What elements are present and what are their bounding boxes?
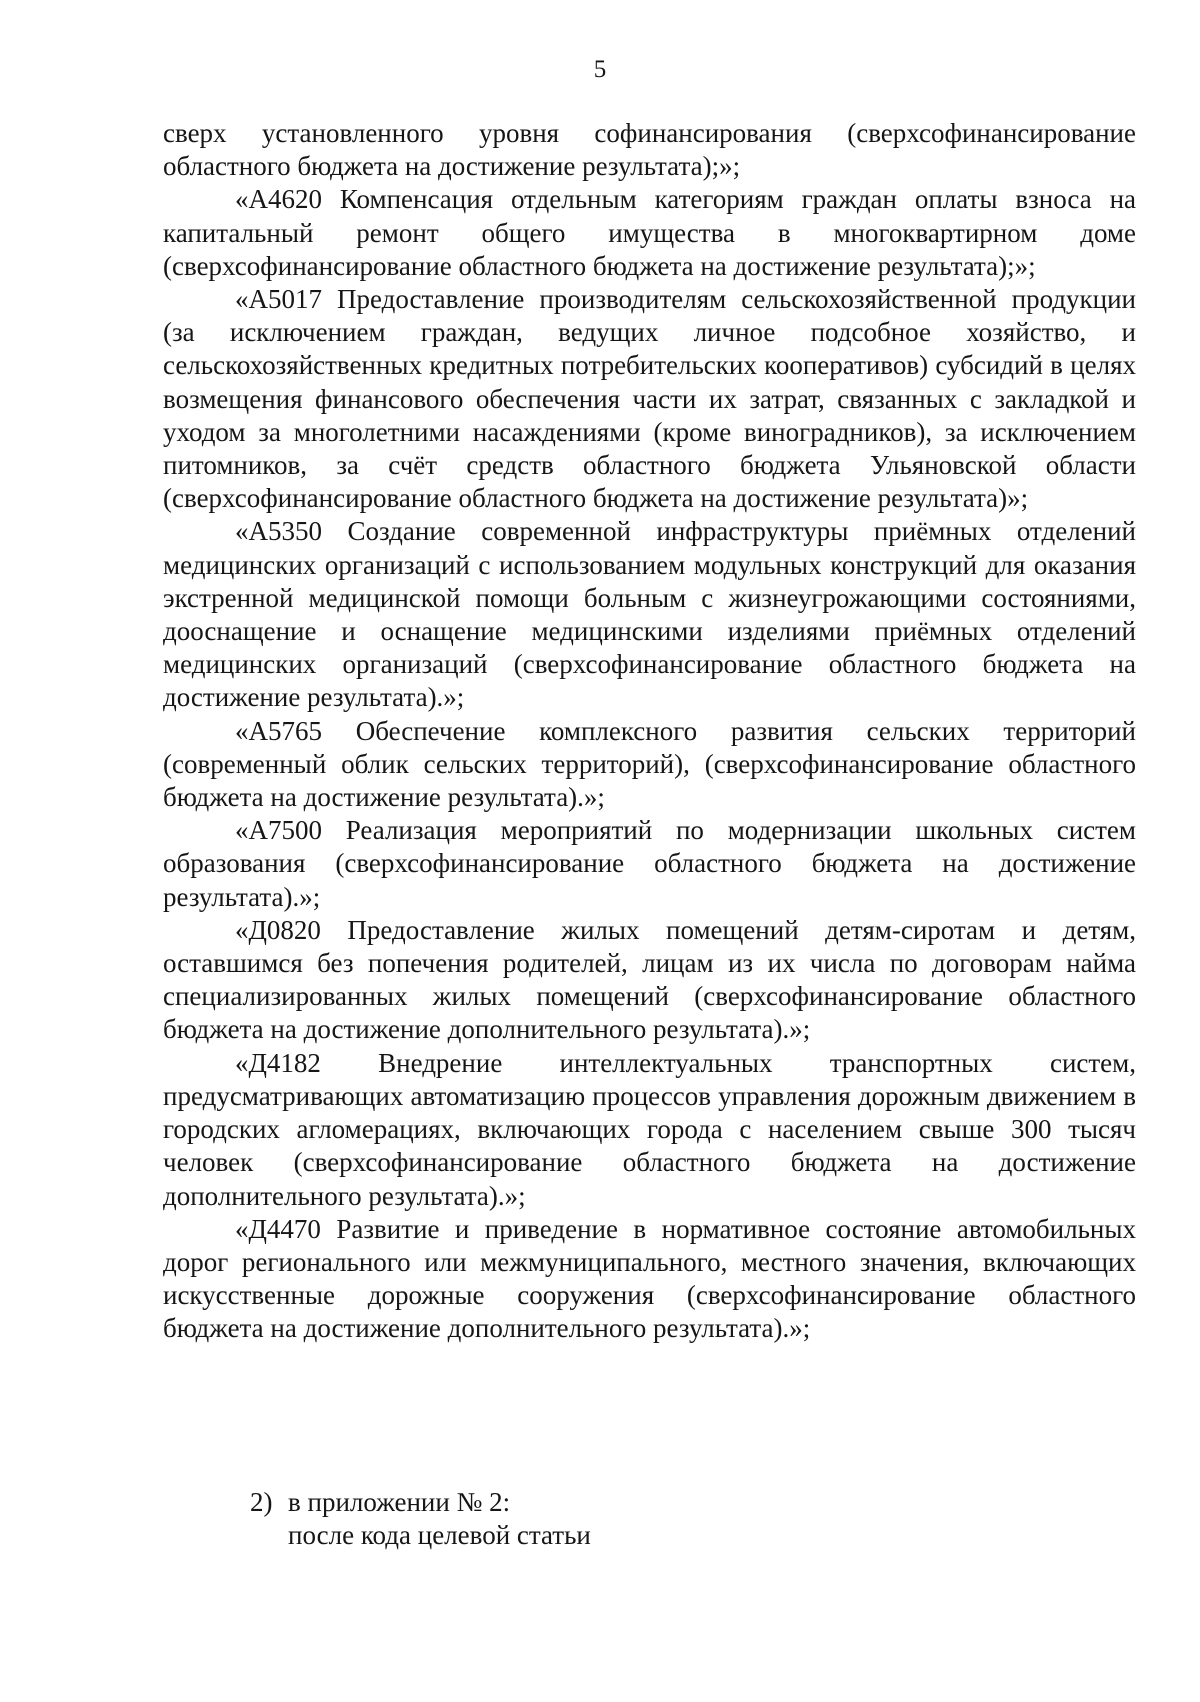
paragraph-d4182: «Д4182 Внедрение интеллектуальных транспортных систем, предусматривающих автоматизацию процессов управления дорожным движением в городских агломерациях, включающих города с населением свыше 300 тысяч человек (сверхсофинансирование областного бюджета на достижение дополнительного результата).»; <box>163 1047 1136 1211</box>
list-marker: 2) <box>250 1487 273 1517</box>
paragraph-continuation: сверх установленного уровня софинансирования (сверхсофинансирование областного бюджета на достижение результата);»; <box>163 118 1136 182</box>
paragraph-a7500: «А7500 Реализация мероприятий по модернизации школьных систем образования (сверхсофинансирование областного бюджета на достижение результата).»; <box>163 815 1136 912</box>
list-item-text: в приложении № 2: <box>288 1487 511 1517</box>
paragraph-d4470: «Д4470 Развитие и приведение в нормативное состояние автомобильных дорог регионального или межмуниципального, местного значения, включающих искусственные дорожные сооружения (сверхсофинансирование областного бюджета на достижение дополнительного результата).»; <box>163 1213 1136 1344</box>
document-body <box>163 117 1136 1346</box>
list-item-continuation: после кода целевой статьи <box>288 1520 591 1551</box>
numbered-list <box>250 1486 1050 1552</box>
paragraph-a5017: «А5017 Предоставление производителям сельскохозяйственной продукции (за исключением граждан, ведущих личное подсобное хозяйство, и сельскохозяйственных кредитных потребительских кооперативов) субсидий в целях возмещения финансового обеспечения части их затрат, связанных с закладкой и уходом за многолетними насаждениями (кроме виноградников), за исключением питомников, за счёт средств областного бюджета Ульяновской области (сверхсофинансирование областного бюджета на достижение результата)»; <box>163 284 1136 514</box>
paragraph-d0820: «Д0820 Предоставление жилых помещений детям-сиротам и детям, оставшимся без попечения родителей, лицам из их числа по договорам найма специализированных жилых помещений (сверхсофинансирование областного бюджета на достижение дополнительного результата).»; <box>163 914 1136 1045</box>
paragraph-a5350: «А5350 Создание современной инфраструктуры приёмных отделений медицинских организаций с использованием модульных конструкций для оказания экстренной медицинской помощи больным с жизнеугрожающими состояниями, дооснащение и оснащение медицинскими изделиями приёмных отделений медицинских организаций (сверхсофинансирование областного бюджета на достижение результата).»; <box>163 516 1136 713</box>
list-item <box>250 1486 1050 1519</box>
paragraph-a4620: «А4620 Компенсация отдельным категориям граждан оплаты взноса на капитальный ремонт общего имущества в многоквартирном доме (сверхсофинансирование областного бюджета на достижение результата);»; <box>163 184 1136 281</box>
page-number: 5 <box>593 56 607 83</box>
paragraph-a5765: «А5765 Обеспечение комплексного развития сельских территорий (современный облик сельских территорий), (сверхсофинансирование областного бюджета на достижение результата).»; <box>163 715 1136 813</box>
